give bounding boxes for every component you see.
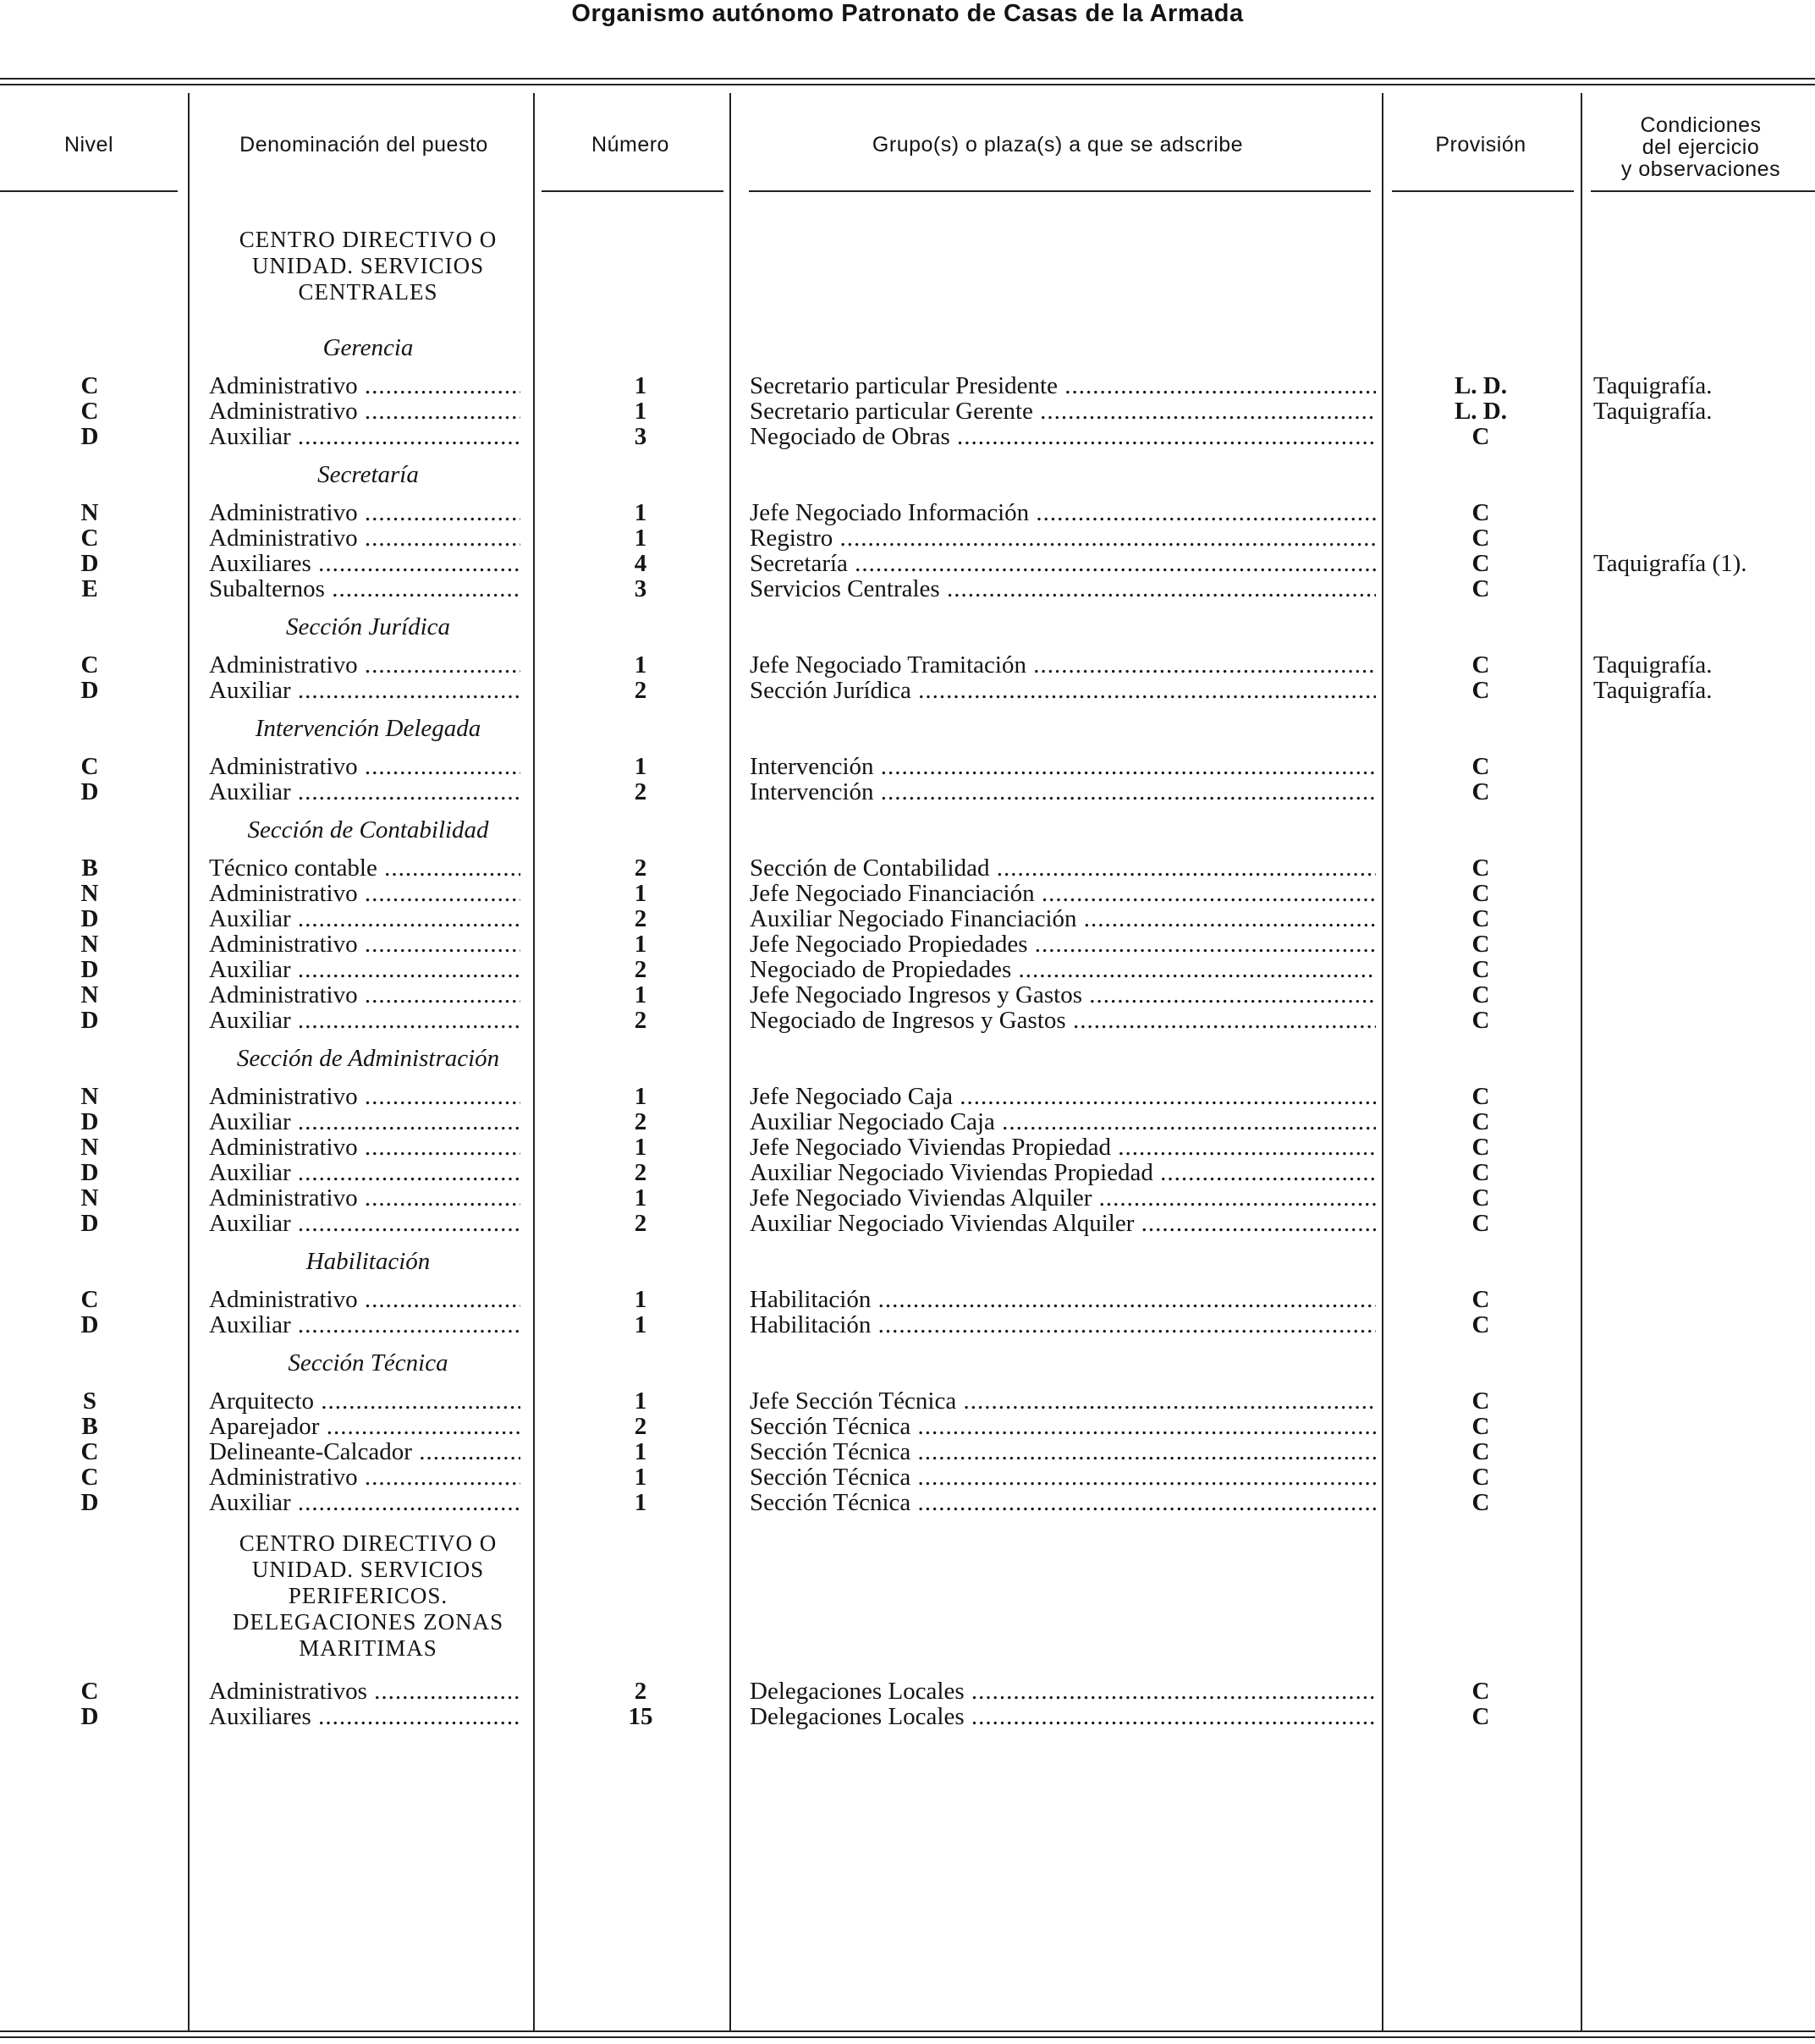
cell-grupo: Secretaría ..... — [750, 551, 1376, 576]
table-row — [0, 652, 1815, 678]
header-underline — [542, 190, 723, 192]
cell-grupo: Sección Jurídica ..... — [750, 678, 1376, 703]
cell-denominacion: Administrativo ..... — [209, 373, 520, 398]
cell-provision: C — [1471, 1134, 1490, 1161]
table-row — [0, 1388, 1815, 1414]
cell-denominacion: Auxiliar ..... — [209, 1312, 520, 1338]
cell-provision: C — [1471, 1703, 1490, 1730]
cell-provision: C — [1471, 1387, 1490, 1415]
cell-numero: 1 — [634, 372, 647, 399]
cell-nivel: C — [80, 1464, 99, 1491]
cell-nivel: D — [80, 423, 99, 450]
header-underline — [0, 190, 178, 192]
cell-provision: L. D. — [1454, 372, 1508, 399]
cell-nivel: D — [80, 550, 99, 577]
bottom-rule — [0, 2030, 1815, 2032]
cell-numero: 4 — [634, 550, 647, 577]
cell-nivel: C — [80, 1438, 99, 1465]
cell-numero: 1 — [634, 525, 647, 552]
table-row — [0, 1287, 1815, 1312]
section-heading: Sección Jurídica — [285, 613, 451, 640]
table-row — [0, 1490, 1815, 1515]
cell-nivel: N — [80, 499, 99, 526]
cell-provision: C — [1471, 1007, 1490, 1034]
table-row — [0, 754, 1815, 779]
cell-denominacion: Administrativo ..... — [209, 881, 520, 906]
cell-provision: C — [1471, 778, 1490, 805]
cell-grupo: Jefe Negociado Tramitación ..... — [750, 652, 1376, 678]
cell-numero: 2 — [634, 854, 647, 882]
table-row — [0, 982, 1815, 1008]
cell-denominacion: Administrativo ..... — [209, 652, 520, 678]
cell-denominacion: Administrativo ..... — [209, 754, 520, 779]
cell-denominacion: Auxiliar ..... — [209, 1211, 520, 1236]
cell-nivel: D — [80, 1108, 99, 1135]
cell-numero: 2 — [634, 1159, 647, 1186]
table-row — [0, 1414, 1815, 1439]
header-condiciones-line: y observaciones — [1620, 157, 1781, 181]
table-row — [0, 1439, 1815, 1464]
cell-nivel: D — [80, 1007, 99, 1034]
cell-denominacion: Administrativo ..... — [209, 500, 520, 525]
section-heading: Habilitación — [305, 1248, 431, 1275]
cell-nivel: N — [80, 931, 99, 958]
cell-grupo: Negociado de Obras ..... — [750, 424, 1376, 449]
cell-provision: C — [1471, 1464, 1490, 1491]
table-row — [0, 855, 1815, 881]
cell-provision: C — [1471, 905, 1490, 932]
header-underline — [1392, 190, 1574, 192]
top-rule — [0, 78, 1815, 80]
cell-nivel: D — [80, 1210, 99, 1237]
cell-grupo: Delegaciones Locales ..... — [750, 1679, 1376, 1704]
cell-provision: C — [1471, 525, 1490, 552]
cell-grupo: Secretario particular Presidente ..... — [750, 373, 1376, 398]
cell-denominacion: Administrativo ..... — [209, 982, 520, 1008]
cell-numero: 1 — [634, 398, 647, 425]
cell-nivel: D — [80, 1489, 99, 1516]
cell-nivel: N — [80, 1083, 99, 1110]
table-row — [0, 1679, 1815, 1704]
cell-provision: C — [1471, 423, 1490, 450]
table-row — [0, 1464, 1815, 1490]
cell-condiciones: Taquigrafía. — [1593, 398, 1713, 425]
cell-numero: 2 — [634, 1108, 647, 1135]
cell-numero: 1 — [634, 753, 647, 780]
cell-numero: 1 — [634, 931, 647, 958]
cell-grupo: Registro ..... — [750, 525, 1376, 551]
cell-nivel: C — [80, 525, 99, 552]
cell-denominacion: Auxiliar ..... — [209, 424, 520, 449]
cell-nivel: N — [80, 880, 99, 907]
cell-condiciones: Taquigrafía. — [1593, 677, 1713, 704]
table-body — [0, 227, 1815, 1729]
cell-denominacion: Subalternos ..... — [209, 576, 520, 602]
cell-grupo: Jefe Negociado Viviendas Alquiler ..... — [750, 1185, 1376, 1211]
cell-numero: 1 — [634, 1134, 647, 1161]
section-heading: Secretaría — [317, 461, 419, 488]
cell-grupo: Sección Técnica ..... — [750, 1490, 1376, 1515]
cell-provision: C — [1471, 1184, 1490, 1212]
cell-denominacion: Administrativo ..... — [209, 525, 520, 551]
cell-denominacion: Técnico contable ..... — [209, 855, 520, 881]
cell-numero: 2 — [634, 905, 647, 932]
table-row — [0, 1211, 1815, 1236]
cell-provision: C — [1471, 1489, 1490, 1516]
cell-grupo: Servicios Centrales ..... — [750, 576, 1376, 602]
cell-grupo: Jefe Negociado Información ..... — [750, 500, 1376, 525]
cell-numero: 3 — [634, 423, 647, 450]
cell-grupo: Sección Técnica ..... — [750, 1464, 1376, 1490]
cell-provision: C — [1471, 1678, 1490, 1705]
table-row — [0, 551, 1815, 576]
cell-numero: 1 — [634, 1464, 647, 1491]
cell-nivel: S — [82, 1387, 97, 1415]
cell-grupo: Habilitación ..... — [750, 1287, 1376, 1312]
table-row — [0, 398, 1815, 424]
cell-provision: L. D. — [1454, 398, 1508, 425]
cell-denominacion: Administrativo ..... — [209, 931, 520, 957]
header-underline — [749, 190, 1371, 192]
cell-grupo: Auxiliar Negociado Financiación ..... — [750, 906, 1376, 931]
cell-numero: 1 — [634, 1083, 647, 1110]
cell-nivel: D — [80, 1311, 99, 1338]
table-row — [0, 1008, 1815, 1033]
cell-denominacion: Administrativo ..... — [209, 398, 520, 424]
cell-grupo: Intervención ..... — [750, 779, 1376, 805]
cell-provision: C — [1471, 499, 1490, 526]
cell-nivel: N — [80, 981, 99, 1008]
table-row — [0, 424, 1815, 449]
cell-nivel: B — [81, 854, 98, 882]
cell-provision: C — [1471, 1286, 1490, 1313]
cell-provision: C — [1471, 677, 1490, 704]
cell-denominacion: Auxiliar ..... — [209, 906, 520, 931]
cell-provision: C — [1471, 1083, 1490, 1110]
cell-grupo: Habilitación ..... — [750, 1312, 1376, 1338]
cell-numero: 1 — [634, 981, 647, 1008]
cell-grupo: Delegaciones Locales ..... — [750, 1704, 1376, 1729]
cell-grupo: Jefe Negociado Financiación ..... — [750, 881, 1376, 906]
cell-denominacion: Auxiliar ..... — [209, 1008, 520, 1033]
table-row — [0, 931, 1815, 957]
cell-condiciones: Taquigrafía (1). — [1593, 550, 1747, 577]
cell-denominacion: Aparejador ..... — [209, 1414, 520, 1439]
top-rule-2 — [0, 84, 1815, 85]
table-row — [0, 678, 1815, 703]
cell-grupo: Jefe Negociado Ingresos y Gastos ..... — [750, 982, 1376, 1008]
header-provision: Provisión — [1435, 133, 1526, 157]
cell-provision: C — [1471, 854, 1490, 882]
cell-provision: C — [1471, 575, 1490, 602]
cell-provision: C — [1471, 880, 1490, 907]
cell-provision: C — [1471, 1311, 1490, 1338]
cell-denominacion: Administrativo ..... — [209, 1084, 520, 1109]
cell-provision: C — [1471, 550, 1490, 577]
cell-grupo: Jefe Negociado Propiedades ..... — [750, 931, 1376, 957]
cell-nivel: N — [80, 1184, 99, 1212]
cell-grupo: Negociado de Propiedades ..... — [750, 957, 1376, 982]
cell-denominacion: Auxiliar ..... — [209, 957, 520, 982]
section-heading: Sección de Administración — [236, 1045, 500, 1072]
table-row — [0, 500, 1815, 525]
cell-numero: 2 — [634, 1007, 647, 1034]
cell-denominacion: Administrativo ..... — [209, 1185, 520, 1211]
cell-nivel: C — [80, 651, 99, 679]
header-condiciones — [1587, 114, 1815, 180]
cell-nivel: C — [80, 398, 99, 425]
cell-denominacion: Delineante-Calcador ..... — [209, 1439, 520, 1464]
section-heading: Sección Técnica — [288, 1349, 448, 1376]
cell-numero: 3 — [634, 575, 647, 602]
cell-denominacion: Auxiliar ..... — [209, 1109, 520, 1135]
cell-nivel: B — [81, 1413, 98, 1440]
table-row — [0, 525, 1815, 551]
cell-denominacion: Auxiliar ..... — [209, 678, 520, 703]
page-title: Organismo autónomo Patronato de Casas de la Armada — [571, 0, 1244, 27]
header-condiciones-line: del ejercicio — [1642, 135, 1760, 159]
cell-grupo: Sección Técnica ..... — [750, 1414, 1376, 1439]
cell-grupo: Jefe Sección Técnica ..... — [750, 1388, 1376, 1414]
table-row — [0, 1704, 1815, 1729]
cell-numero: 2 — [634, 677, 647, 704]
cell-grupo: Negociado de Ingresos y Gastos ..... — [750, 1008, 1376, 1033]
cell-denominacion: Administrativo ..... — [209, 1464, 520, 1490]
centro-servicios-centrales: CENTRO DIRECTIVO O UNIDAD. SERVICIOS CENTRALES — [239, 227, 498, 305]
section-heading: Gerencia — [322, 334, 414, 361]
section-heading: Sección de Contabilidad — [247, 816, 489, 843]
cell-nivel: C — [80, 1678, 99, 1705]
header-condiciones-line: Condiciones — [1640, 113, 1762, 137]
cell-numero: 1 — [634, 1387, 647, 1415]
cell-grupo: Sección de Contabilidad ..... — [750, 855, 1376, 881]
cell-grupo: Sección Técnica ..... — [750, 1439, 1376, 1464]
table-row — [0, 1185, 1815, 1211]
cell-grupo: Intervención ..... — [750, 754, 1376, 779]
bottom-rule-2 — [0, 2036, 1815, 2038]
cell-numero: 1 — [634, 880, 647, 907]
cell-provision: C — [1471, 956, 1490, 983]
cell-denominacion: Auxiliar ..... — [209, 779, 520, 805]
table-row — [0, 576, 1815, 602]
cell-numero: 2 — [634, 1678, 647, 1705]
table-row — [0, 779, 1815, 805]
cell-grupo: Jefe Negociado Viviendas Propiedad ..... — [750, 1135, 1376, 1160]
cell-denominacion: Administrativo ..... — [209, 1135, 520, 1160]
cell-denominacion: Auxiliares ..... — [209, 551, 520, 576]
cell-grupo: Secretario particular Gerente ..... — [750, 398, 1376, 424]
section-heading: Intervención Delegada — [255, 715, 481, 742]
header-underline — [1591, 190, 1815, 192]
cell-numero: 1 — [634, 1311, 647, 1338]
cell-numero: 2 — [634, 778, 647, 805]
cell-numero: 1 — [634, 1489, 647, 1516]
header-nivel: Nivel — [63, 133, 114, 157]
cell-numero: 1 — [634, 651, 647, 679]
cell-denominacion: Administrativos ..... — [209, 1679, 520, 1704]
cell-provision: C — [1471, 1210, 1490, 1237]
cell-nivel: E — [81, 575, 98, 602]
table-row — [0, 906, 1815, 931]
table-row — [0, 1084, 1815, 1109]
table-row — [0, 1160, 1815, 1185]
table-row — [0, 1312, 1815, 1338]
cell-provision: C — [1471, 981, 1490, 1008]
cell-grupo: Auxiliar Negociado Caja ..... — [750, 1109, 1376, 1135]
cell-numero: 1 — [634, 1438, 647, 1465]
cell-condiciones: Taquigrafía. — [1593, 651, 1713, 679]
cell-nivel: C — [80, 372, 99, 399]
cell-nivel: N — [80, 1134, 99, 1161]
cell-nivel: C — [80, 1286, 99, 1313]
table-row — [0, 881, 1815, 906]
cell-nivel: D — [80, 1703, 99, 1730]
cell-nivel: D — [80, 956, 99, 983]
table-row — [0, 1135, 1815, 1160]
cell-numero: 2 — [634, 1210, 647, 1237]
cell-provision: C — [1471, 651, 1490, 679]
cell-numero: 2 — [634, 1413, 647, 1440]
cell-provision: C — [1471, 753, 1490, 780]
centro-servicios-perifericos: CENTRO DIRECTIVO O UNIDAD. SERVICIOS PERIFERICOS. DELEGACIONES ZONAS MARITIMAS — [232, 1530, 504, 1661]
cell-denominacion: Auxiliar ..... — [209, 1160, 520, 1185]
cell-nivel: D — [80, 778, 99, 805]
cell-grupo: Jefe Negociado Caja ..... — [750, 1084, 1376, 1109]
cell-provision: C — [1471, 1438, 1490, 1465]
cell-numero: 15 — [628, 1703, 653, 1730]
cell-numero: 1 — [634, 499, 647, 526]
header-numero: Número — [591, 133, 669, 157]
cell-denominacion: Administrativo ..... — [209, 1287, 520, 1312]
cell-numero: 2 — [634, 956, 647, 983]
cell-provision: C — [1471, 1413, 1490, 1440]
cell-grupo: Auxiliar Negociado Viviendas Propiedad ..... — [750, 1160, 1376, 1185]
table-row — [0, 1109, 1815, 1135]
cell-provision: C — [1471, 931, 1490, 958]
table-row — [0, 957, 1815, 982]
header-grupo: Grupo(s) o plaza(s) a que se adscribe — [872, 133, 1244, 157]
cell-nivel: D — [80, 905, 99, 932]
cell-numero: 1 — [634, 1184, 647, 1212]
cell-numero: 1 — [634, 1286, 647, 1313]
cell-nivel: C — [80, 753, 99, 780]
cell-grupo: Auxiliar Negociado Viviendas Alquiler ..... — [750, 1211, 1376, 1236]
table-row — [0, 373, 1815, 398]
header-denominacion: Denominación del puesto — [239, 133, 488, 157]
cell-nivel: D — [80, 1159, 99, 1186]
cell-denominacion: Arquitecto ..... — [209, 1388, 520, 1414]
cell-provision: C — [1471, 1159, 1490, 1186]
cell-denominacion: Auxiliares ..... — [209, 1704, 520, 1729]
cell-denominacion: Auxiliar ..... — [209, 1490, 520, 1515]
cell-condiciones: Taquigrafía. — [1593, 372, 1713, 399]
cell-provision: C — [1471, 1108, 1490, 1135]
cell-nivel: D — [80, 677, 99, 704]
